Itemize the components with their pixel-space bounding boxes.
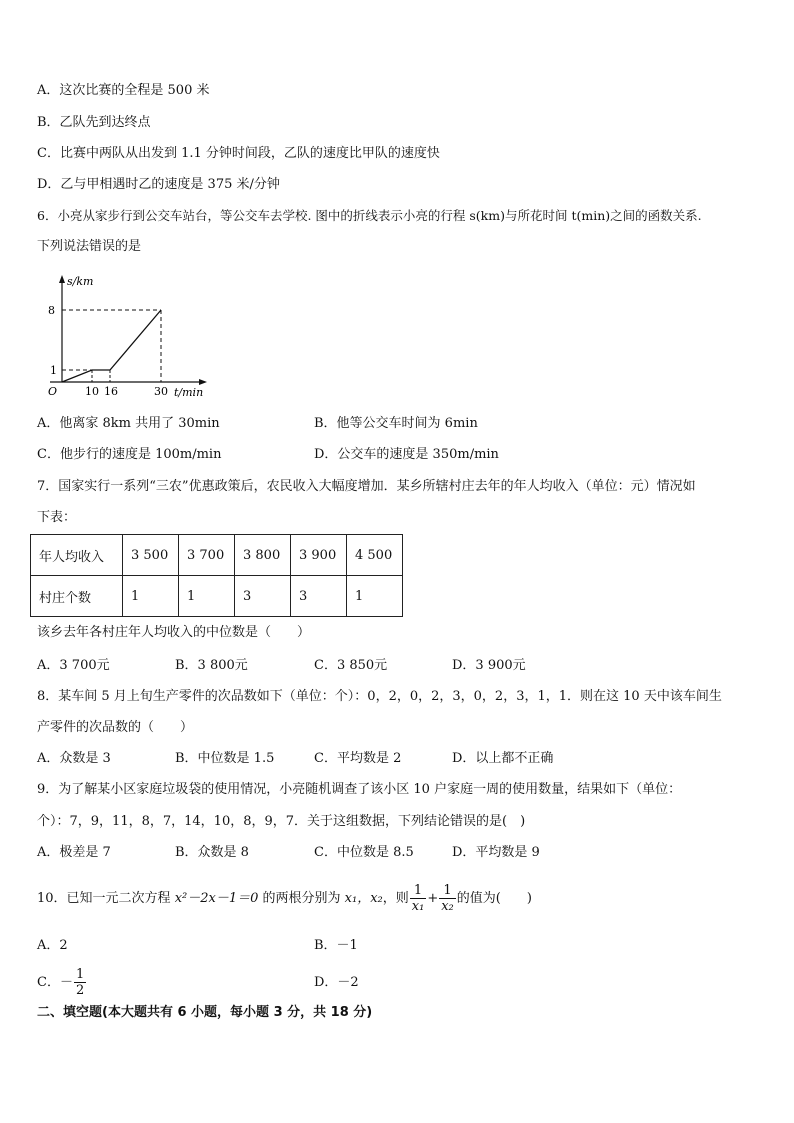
x-tick-16: 16 [104,385,118,398]
q10-fraction-2: $\frac{1}{\text{x₂}}$ [441,883,454,914]
q10-then: ，则 [382,891,409,906]
table-cell: 3 [235,576,291,617]
table-row [31,576,403,617]
q6-stem-line2: 下列说法错误的是 [37,239,142,254]
q10-option-b: B．－1 [314,938,358,953]
q7-option-c: C．3 850元 [314,658,388,673]
q10-prefix: 10．已知一元二次方程 [37,891,175,906]
q5-option-d: D．乙与甲相遇时乙的速度是 375 米/分钟 [37,177,280,192]
trip-polyline [62,310,161,382]
table-cell: 3 800 [235,535,291,576]
q8-stem-line2: 产零件的次品数的（ ） [37,720,194,735]
q10-option-a: A．2 [37,938,68,953]
table-header-villages: 村庄个数 [31,576,123,617]
q10-roots: x₁，x₂ [344,891,383,906]
table-header-income: 年人均收入 [31,535,123,576]
table-cell: 1 [179,576,235,617]
q6-stem-line1: 6．小亮从家步行到公交车站台，等公交车去学校. 图中的折线表示小亮的行程 s(km)与所花时间 t(min)之间的函数关系. [37,208,702,223]
table-row [31,535,403,576]
q7-option-b: B．3 800元 [175,658,248,673]
y-axis-arrow [59,275,65,283]
q6-option-b: B．他等公交车时间为 6min [314,416,478,431]
q6-graph [30,270,220,400]
table-cell: 1 [347,576,403,617]
q5-option-b: B．乙队先到达终点 [37,115,151,130]
q10-equation: x²－2x－1＝0 [174,891,259,906]
table-cell: 4 500 [347,535,403,576]
q5-option-c: C．比赛中两队从出发到 1.1 分钟时间段，乙队的速度比甲队的速度快 [37,146,440,161]
q8-option-b: B．中位数是 1.5 [175,751,275,766]
q9-option-c: C．中位数是 8.5 [314,845,414,860]
q9-stem-line1: 9．为了解某小区家庭垃圾袋的使用情况，小亮随机调查了该小区 10 户家庭一周的使用数量，结果如下（单位： [37,782,682,797]
x-axis-arrow [199,379,207,385]
table-cell: 3 [291,576,347,617]
q10-stem [37,879,532,919]
q10-option-c-fraction: $\frac{1}{2}$ [75,967,85,998]
q10-option-c: C．－ $\frac{1}{2}$ [37,967,85,998]
x-tick-10: 10 [85,385,99,398]
q8-option-a: A．众数是 3 [37,751,111,766]
q10-mid: 的两根分别为 [258,891,345,906]
q8-option-c: C．平均数是 2 [314,751,402,766]
y-axis-label: s/km [67,275,94,288]
q6-option-a: A．他离家 8km 共用了 30min [37,416,220,431]
q7-option-d: D．3 900元 [452,658,526,673]
q7-stem-line2: 下表： [37,510,77,525]
q8-option-d: D．以上都不正确 [452,751,554,766]
x-tick-30: 30 [154,385,168,398]
table-cell: 1 [123,576,179,617]
origin-label: O [48,385,58,398]
table-cell: 3 500 [123,535,179,576]
table-cell: 3 900 [291,535,347,576]
q9-stem-line2: 个）：7，9，11，8，7，14，10，8，9，7．关于这组数据，下列结论错误的是( ) [37,814,526,829]
section-heading-fill-in: 二、填空题(本大题共有 6 小题，每小题 3 分，共 18 分) [37,1005,373,1020]
x-axis-label: t/min [174,386,204,399]
q7-option-a: A．3 700元 [37,658,110,673]
q10-fraction-1: $\frac{1}{\text{x₁}}$ [411,883,425,914]
q6-option-c: C．他步行的速度是 100m/min [37,447,222,462]
table-cell: 3 700 [179,535,235,576]
q9-option-d: D．平均数是 9 [452,845,540,860]
q9-option-b: B．众数是 8 [175,845,249,860]
q10-suffix: 的值为( ) [456,891,532,906]
income-table [30,534,403,617]
y-tick-1: 1 [50,364,57,377]
q7-stem-line1: 7．国家实行一系列“三农”优惠政策后，农民收入大幅度增加．某乡所辖村庄去年的年人均收入（单位：元）情况如 [37,479,696,494]
q9-option-a: A．极差是 7 [37,845,111,860]
q5-option-a: A．这次比赛的全程是 500 米 [37,83,210,98]
q7-question: 该乡去年各村庄年人均收入的中位数是（ ） [37,625,311,640]
q10-option-d: D．－2 [314,975,359,990]
q8-stem-line1: 8．某车间 5 月上旬生产零件的次品数如下（单位：个）：0，2，0，2，3，0，2，3，1，1．则在这 10 天中该车间生 [37,689,722,704]
y-tick-8: 8 [48,304,55,317]
q6-option-d: D．公交车的速度是 350m/min [314,447,499,462]
q10-plus: + [427,891,439,906]
